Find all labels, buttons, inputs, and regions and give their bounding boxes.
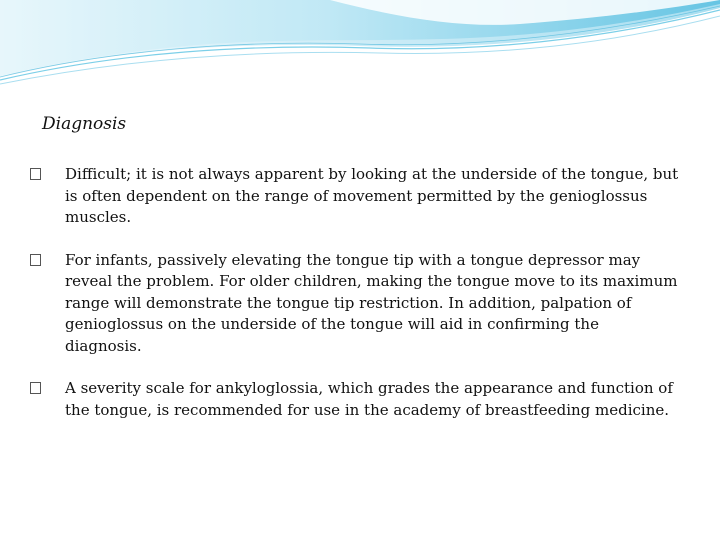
header-wave-decoration xyxy=(0,0,720,90)
slide-title: Diagnosis xyxy=(42,114,127,134)
list-item xyxy=(30,378,680,421)
list-item xyxy=(30,250,680,358)
bullet-text: Difficult; it is not always apparent by looking at the underside of the tongue, but is often dependent on the range of movement permitted by the genioglossus muscles. xyxy=(65,165,679,226)
slide-content xyxy=(30,112,680,442)
square-bullet-icon xyxy=(30,254,41,266)
list-item xyxy=(30,164,680,229)
bullet-text: A severity scale for ankyloglossia, which grades the appearance and function of the tongue, is recommended for use in the academy of breastfeeding medicine. xyxy=(65,379,673,419)
bullet-list xyxy=(30,164,680,421)
square-bullet-icon xyxy=(30,382,41,394)
square-bullet-icon xyxy=(30,168,41,180)
bullet-text: For infants, passively elevating the tongue tip with a tongue depressor may reveal the problem. For older children, making the tongue move to its maximum range will demonstrate the tongue tip restriction. In addition, palpation of genioglossus on the underside of the tongue will aid in confirming the diagnosis. xyxy=(65,250,678,355)
